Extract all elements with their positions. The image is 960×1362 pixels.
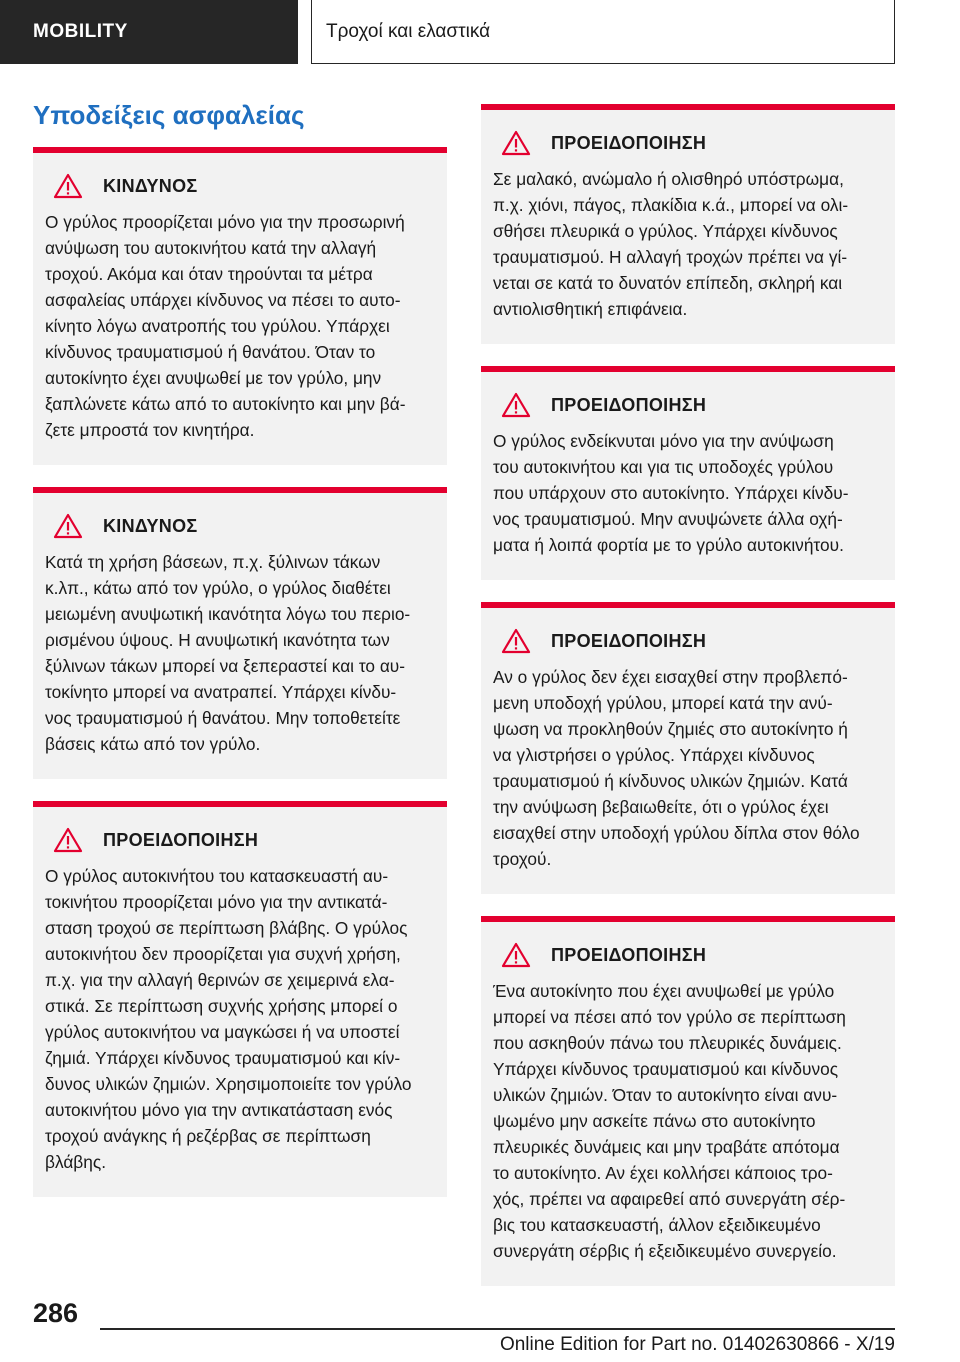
warning-box-title: ΠΡΟΕΙΔΟΠΟΙΗΣΗ (551, 944, 707, 965)
right-column (481, 104, 895, 1308)
warning-box-text: Ο γρύλος ενδείκνυται μόνο για την ανύψωση του αυτοκινήτου και για τις υποδοχές γρύλου που υπάρχουν στο αυτοκίνητο. Υπάρχει κίνδυ- νος τραυματισμού. Μην ανυψώνετε άλλα οχή- ματα ή λοιπά φορτία με το γρύλο αυτοκινήτου. (493, 431, 849, 555)
warning-box-danger-1 (33, 147, 447, 465)
warning-box-text: Ο γρύλος αυτοκινήτου του κατασκευαστή αυ- τοκινήτου προορίζεται μόνο για την αντικατά- σταση τροχού σε περίπτωση βλάβης. Ο γρύλος αυτοκινήτου δεν προορίζεται για συχνή χρήση, π.χ. για την αλλαγή θερινών σε χειμερινά ελα- στικά. Σε περίπτωση συχνής χρήσης μπορεί ο γρύλος αυτοκινήτου να μαγκώσει ή να υποστεί ζημιά. Υπάρχει κίνδυνος τραυματισμού και κίν- δυνος υλικών ζημιών. Χρησιμοποιείτε τον γρύλο αυτοκινήτου μόνο για την αντικατάσταση ενός τροχού ανάγκης ή ρεζέρβας σε περίπτωση βλάβης. (45, 866, 412, 1172)
warning-box-text: Ένα αυτοκίνητο που έχει ανυψωθεί με γρύλο μπορεί να πέσει από τον γρύλο σε περίπτωση που ασκηθούν πάνω του πλευρικές δυνάμεις. Υπάρχει κίνδυνος τραυματισμού και κίνδυνος υλικών ζημιών. Όταν το αυτοκίνητο είναι ανυ- ψωμένο μην ασκείτε πάνω στο αυτοκίνητο πλευρικές δυνάμεις και μην τραβάτε απότομα το αυτοκίνητο. Αν έχει κολλήσει κάποιος τρο- χός, πρέπει να αφαιρεθεί από συνεργάτη σέρ- βις του κατασκευαστή, άλλον εξειδικευμένο συνεργάτη σέρβις ή εξειδικευμένο συνεργείο. (493, 981, 846, 1261)
warning-box-title: ΠΡΟΕΙΔΟΠΟΙΗΣΗ (551, 394, 707, 415)
page-number: 286 (33, 1298, 79, 1328)
warning-box-title: ΠΡΟΕΙΔΟΠΟΙΗΣΗ (551, 132, 707, 153)
warning-box-title: ΚΙΝΔΥΝΟΣ (103, 515, 198, 536)
warning-triangle-icon (501, 942, 531, 968)
warning-triangle-icon (53, 173, 83, 199)
warning-box-text: Αν ο γρύλος δεν έχει εισαχθεί στην προβλεπό- μενη υποδοχή γρύλου, μπορεί κατά την ανύ- ψωση να προκληθούν ζημιές στο αυτοκίνητο ή να γλιστρήσει ο γρύλος. Υπάρχει κίνδυνος τραυματισμού ή κίνδυνος υλικών ζημιών. Κατά την ανύψωση βεβαιωθείτε, ότι ο γρύλος έχει εισαχθεί στην υποδοχή γρύλου δίπλα στον θόλο τροχού. (493, 667, 860, 869)
warning-box-caution-3 (481, 366, 895, 580)
header-section-label: MOBILITY (0, 0, 298, 64)
section-title: Υποδείξεις ασφαλείας (33, 100, 305, 130)
warning-box-text: Σε μαλακό, ανώμαλο ή ολισθηρό υπόστρωμα, π.χ. χιόνι, πάγος, πλακίδια κ.ά., μπορεί να ολι- σθήσει πλευρικά ο γρύλος. Υπάρχει κίνδυνος τραυματισμού. Η αλλαγή τροχών πρέπει να γί- νεται σε κατά το δυνατόν επίπεδη, σκληρή και αντιολισθητική επιφάνεια. (493, 169, 849, 319)
warning-box-caution-2 (481, 104, 895, 344)
warning-box-danger-2 (33, 487, 447, 779)
warning-triangle-icon (53, 513, 83, 539)
warning-box-title: ΠΡΟΕΙΔΟΠΟΙΗΣΗ (103, 829, 259, 850)
warning-box-title: ΚΙΝΔΥΝΟΣ (103, 175, 198, 196)
header-chapter-title: Τροχοί και ελαστικά (311, 0, 895, 64)
warning-triangle-icon (501, 628, 531, 654)
warning-triangle-icon (53, 827, 83, 853)
warning-box-text: Κατά τη χρήση βάσεων, π.χ. ξύλινων τάκων κ.λπ., κάτω από τον γρύλο, ο γρύλος διαθέτει μειωμένη ανυψωτική ικανότητα λόγω του περιο- ρισμένου ύψους. Η ανυψωτική ικανότητα των ξύλινων τάκων μπορεί να ξεπεραστεί και το αυ- τοκίνητο μπορεί να ανατραπεί. Υπάρχει κίνδυ- νος τραυματισμού ή θανάτου. Μην τοποθετείτε βάσεις κάτω από τον γρύλο. (45, 552, 411, 754)
warning-box-caution-4 (481, 602, 895, 894)
warning-box-text: Ο γρύλος προορίζεται μόνο για την προσωρινή ανύψωση του αυτοκινήτου κατά την αλλαγή τροχού. Ακόμα και όταν τηρούνται τα μέτρα ασφαλείας υπάρχει κίνδυνος να πέσει το αυτο- κίνητο λόγω ανατροπής του γρύλου. Υπάρχει κίνδυνος τραυματισμού ή θανάτου. Όταν το αυτοκίνητο έχει ανυψωθεί με τον γρύλο, μην ξαπλώνετε κάτω από το αυτοκίνητο και μην βά- ζετε μπροστά τον κινητήρα. (45, 212, 406, 440)
warning-box-caution-1 (33, 801, 447, 1197)
footer-edition-text: Online Edition for Part no. 01402630866 - X/19 (499, 1334, 895, 1355)
warning-triangle-icon (501, 130, 531, 156)
left-column (33, 147, 447, 1219)
warning-box-caution-5 (481, 916, 895, 1286)
footer-divider (100, 1328, 895, 1330)
warning-triangle-icon (501, 392, 531, 418)
warning-box-title: ΠΡΟΕΙΔΟΠΟΙΗΣΗ (551, 630, 707, 651)
